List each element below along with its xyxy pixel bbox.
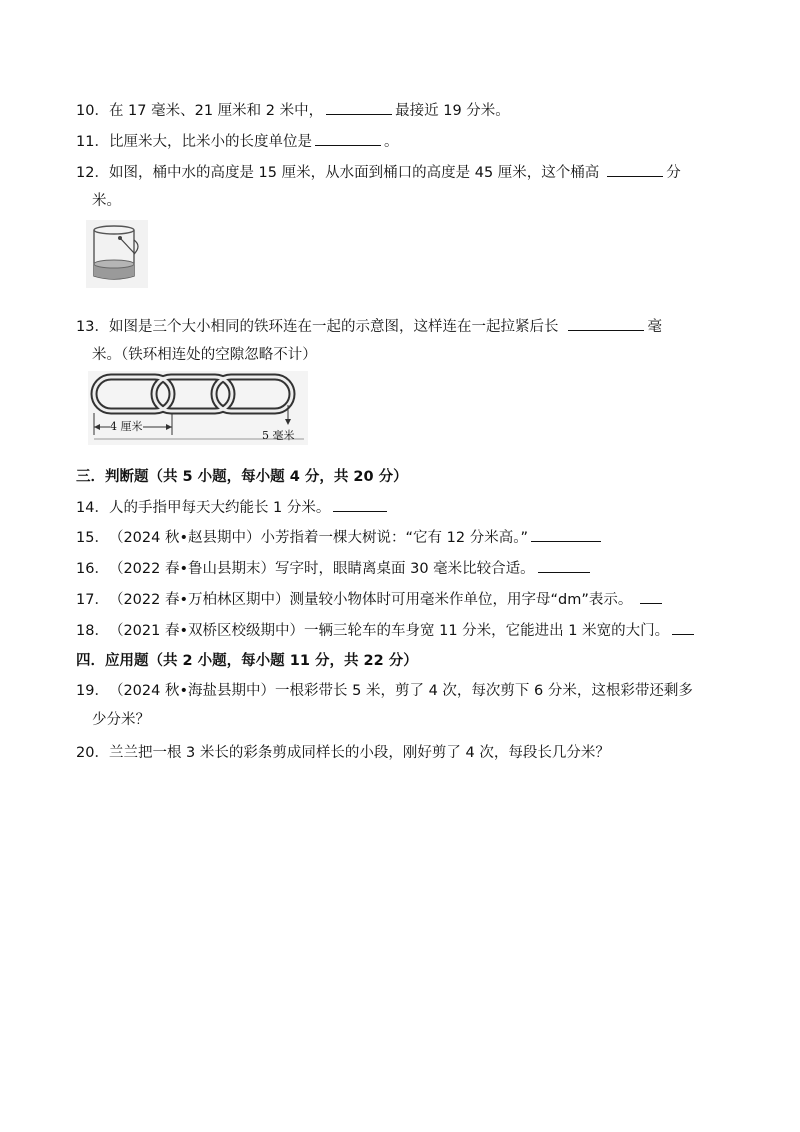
question-number: 14．: [76, 500, 109, 516]
question-13-continued: [92, 345, 752, 365]
question-number: 18．: [76, 623, 109, 639]
question-text: 少分米？: [92, 712, 150, 728]
question-19: [76, 681, 736, 701]
question-text: （2024 秋•海盐县期中）一根彩带长 5 米，剪了 4 次，每次剪下 6 分米，这根彩带还剩多: [108, 683, 693, 699]
answer-blank[interactable]: [326, 100, 392, 115]
dimension-label: 4 厘米: [110, 420, 143, 433]
section-heading: 三．判断题（共 5 小题，每小题 4 分，共 20 分）: [76, 469, 408, 485]
answer-blank[interactable]: [568, 316, 644, 331]
question-16: [76, 558, 736, 579]
question-text: （2021 春•双桥区校级期中）一辆三轮车的车身宽 11 分米，它能进出 1 米宽的大门。: [108, 623, 670, 639]
question-number: 11．: [76, 134, 109, 150]
question-text: 毫: [647, 319, 662, 335]
question-text: 人的手指甲每天大约能长 1 分米。: [108, 500, 331, 516]
question-text: （2022 春•万柏林区期中）测量较小物体时可用毫米作单位，用字母“dm”表示。: [108, 592, 633, 608]
question-text: 米。（铁环相连处的空隙忽略不计）: [92, 347, 317, 363]
answer-blank[interactable]: [538, 558, 590, 573]
bucket-figure: [86, 220, 148, 288]
question-number: 12．: [76, 165, 109, 181]
question-text: 如图，桶中水的高度是 15 厘米，从水面到桶口的高度是 45 厘米，这个桶高: [108, 165, 600, 181]
section-heading: 四．应用题（共 2 小题，每小题 11 分，共 22 分）: [76, 653, 418, 669]
question-18: [76, 620, 736, 641]
question-13: [76, 316, 736, 337]
question-number: 10．: [76, 103, 109, 119]
question-19-continued: [92, 710, 752, 730]
answer-blank[interactable]: [333, 497, 387, 512]
question-number: 16．: [76, 561, 109, 577]
question-text: 米。: [92, 193, 121, 209]
question-14: [76, 497, 736, 518]
question-text: 分: [666, 165, 681, 181]
question-12: [76, 162, 736, 183]
question-11: [76, 131, 736, 152]
answer-blank[interactable]: [531, 527, 601, 542]
answer-blank[interactable]: [315, 131, 381, 146]
question-number: 17．: [76, 592, 109, 608]
question-number: 19．: [76, 683, 109, 699]
question-20: [76, 743, 736, 763]
question-number: 13．: [76, 319, 109, 335]
answer-blank[interactable]: [607, 162, 663, 177]
question-text: （2022 春•鲁山县期末）写字时，眼睛离桌面 30 毫米比较合适。: [108, 561, 535, 577]
question-text: 在 17 毫米、21 厘米和 2 米中，: [108, 103, 324, 119]
question-17: [76, 589, 736, 610]
answer-blank[interactable]: [672, 620, 694, 635]
question-number: 15．: [76, 530, 109, 546]
question-10: [76, 100, 736, 121]
question-text: 如图是三个大小相同的铁环连在一起的示意图，这样连在一起拉紧后长: [108, 319, 559, 335]
question-text: 最接近 19 分米。: [395, 103, 510, 119]
question-text: 兰兰把一根 3 米长的彩条剪成同样长的小段，刚好剪了 4 次，每段长几分米？: [108, 745, 610, 761]
chain-figure: [88, 371, 308, 445]
question-text: 。: [383, 134, 399, 150]
question-12-continued: [92, 191, 752, 211]
dimension-label: 5 毫米: [262, 429, 295, 442]
answer-blank[interactable]: [640, 589, 662, 604]
question-15: [76, 527, 736, 548]
question-number: 20．: [76, 745, 109, 761]
question-text: 比厘米大，比米小的长度单位是: [108, 134, 312, 150]
question-text: （2024 秋•赵县期中）小芳指着一棵大树说：“它有 12 分米高。”: [108, 530, 528, 546]
